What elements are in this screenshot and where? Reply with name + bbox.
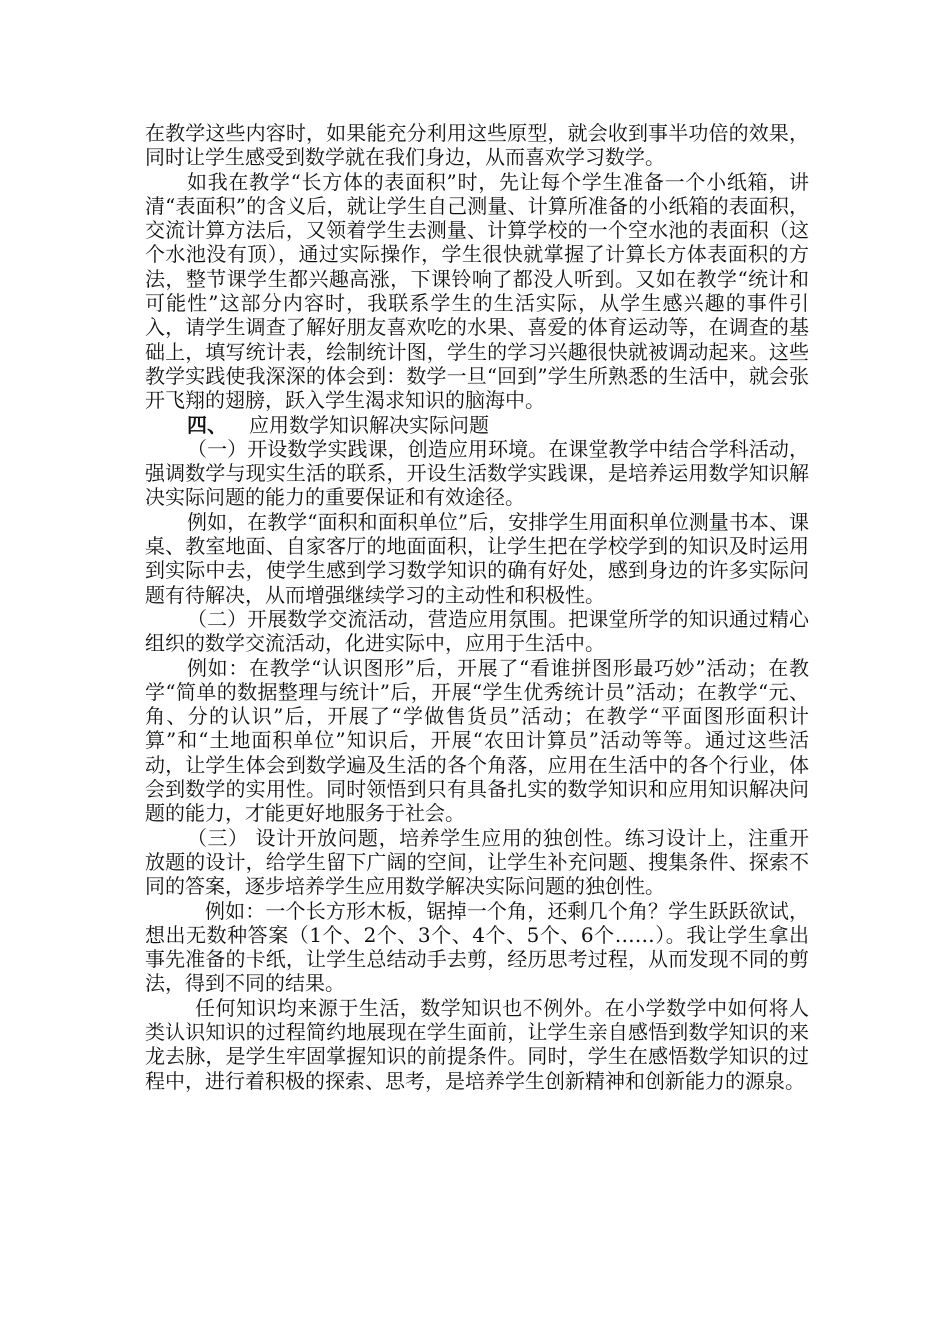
- document-body: [145, 121, 809, 1093]
- paragraph-activity-examples: 例如：在教学“认识图形”后，开展了“看谁拼图形最巧妙”活动；在教学“简单的数据整理与统计”后，开展“学生优秀统计员”活动；在教学“元、角、分的认识”后，开展了“学做售货员”活动；在教学“平面图形面积计算”和“土地面积单位”知识后，开展“农田计算员”活动等等。通过这些活动，让学生体会到数学遍及生活的各个角落，应用在生活中的各个行业，体会到数学的实用性。同时领悟到只有具备扎实的数学知识和应用知识解决问题的能力，才能更好地服务于社会。: [145, 655, 809, 826]
- paragraph-open-problems: （三） 设计开放问题，培养学生应用的独创性。练习设计上，注重开放题的设计，给学生留下广阔的空间，让学生补充问题、搜集条件、探索不同的答案，逐步培养学生应用数学解决实际问题的独创性。: [145, 825, 809, 899]
- paragraph-conclusion: 任何知识均来源于生活，数学知识也不例外。在小学数学中如何将人类认识知识的过程简约地展现在学生面前，让学生亲自感悟到数学知识的来龙去脉，是学生牢固掌握知识的前提条件。同时，学生在感悟数学知识的过程中，进行着积极的探索、思考，是培养学生创新精神和创新能力的源泉。: [145, 995, 809, 1093]
- paragraph-intro-continuation: 在教学这些内容时，如果能充分利用这些原型，就会收到事半功倍的效果，同时让学生感受到数学就在我们身边，从而喜欢学习数学。: [145, 121, 809, 170]
- paragraph-practice-class: （一）开设数学实践课，创造应用环境。在课堂教学中结合学科活动，强调数学与现实生活的联系，开设生活数学实践课，是培养运用数学知识解决实际问题的能力的重要保证和有效途径。: [145, 436, 809, 510]
- paragraph-surface-area-example: 如我在教学“长方体的表面积”时，先让每个学生准备一个小纸箱，讲清“表面积”的含义后，就让学生自己测量、计算所准备的小纸箱的表面积，交流计算方法后，又领着学生去测量、计算学校的一个空水池的表面积（这个水池没有顶），通过实际操作，学生很快就掌握了计算长方体表面积的方法，整节课学生都兴趣高涨，下课铃响了都没人听到。又如在教学“统计和可能性”这部分内容时，我联系学生的生活实际，从学生感兴趣的事件引入，请学生调查了解好朋友喜欢吃的水果、喜爱的体育运动等，在调查的基础上，填写统计表，绘制统计图，学生的学习兴趣很快就被调动起来。这些教学实践使我深深的体会到：数学一旦“回到”学生所熟悉的生活中，就会张开飞翔的翅膀，跃入学生渴求知识的脑海中。: [145, 169, 809, 413]
- section-heading-title: 应用数学知识解决实际问题: [249, 412, 489, 437]
- paragraph-exchange-activity: （二）开展数学交流活动，营造应用氛围。把课堂所学的知识通过精心组织的数学交流活动，化进实际中，应用于生活中。: [145, 606, 809, 656]
- paragraph-board-example: 例如：一个长方形木板，锯掉一个角，还剩几个角？学生跃跃欲试，想出无数种答案（1个、2个、3个、4个、5个、6个……）。我让学生拿出事先准备的卡纸，让学生总结动手去剪，经历思考过程，从而发现不同的剪法，得到不同的结果。: [145, 898, 809, 996]
- section-heading-number: 四、: [187, 412, 227, 437]
- paragraph-area-unit-example: 例如，在教学“面积和面积单位”后，安排学生用面积单位测量书本、课桌、教室地面、自家客厅的地面面积，让学生把在学校学到的知识及时运用到实际中去，使学生感到学习数学知识的确有好处，感到身边的许多实际问题有待解决，从而增强继续学习的主动性和积极性。: [145, 509, 809, 607]
- section-heading: [145, 413, 809, 437]
